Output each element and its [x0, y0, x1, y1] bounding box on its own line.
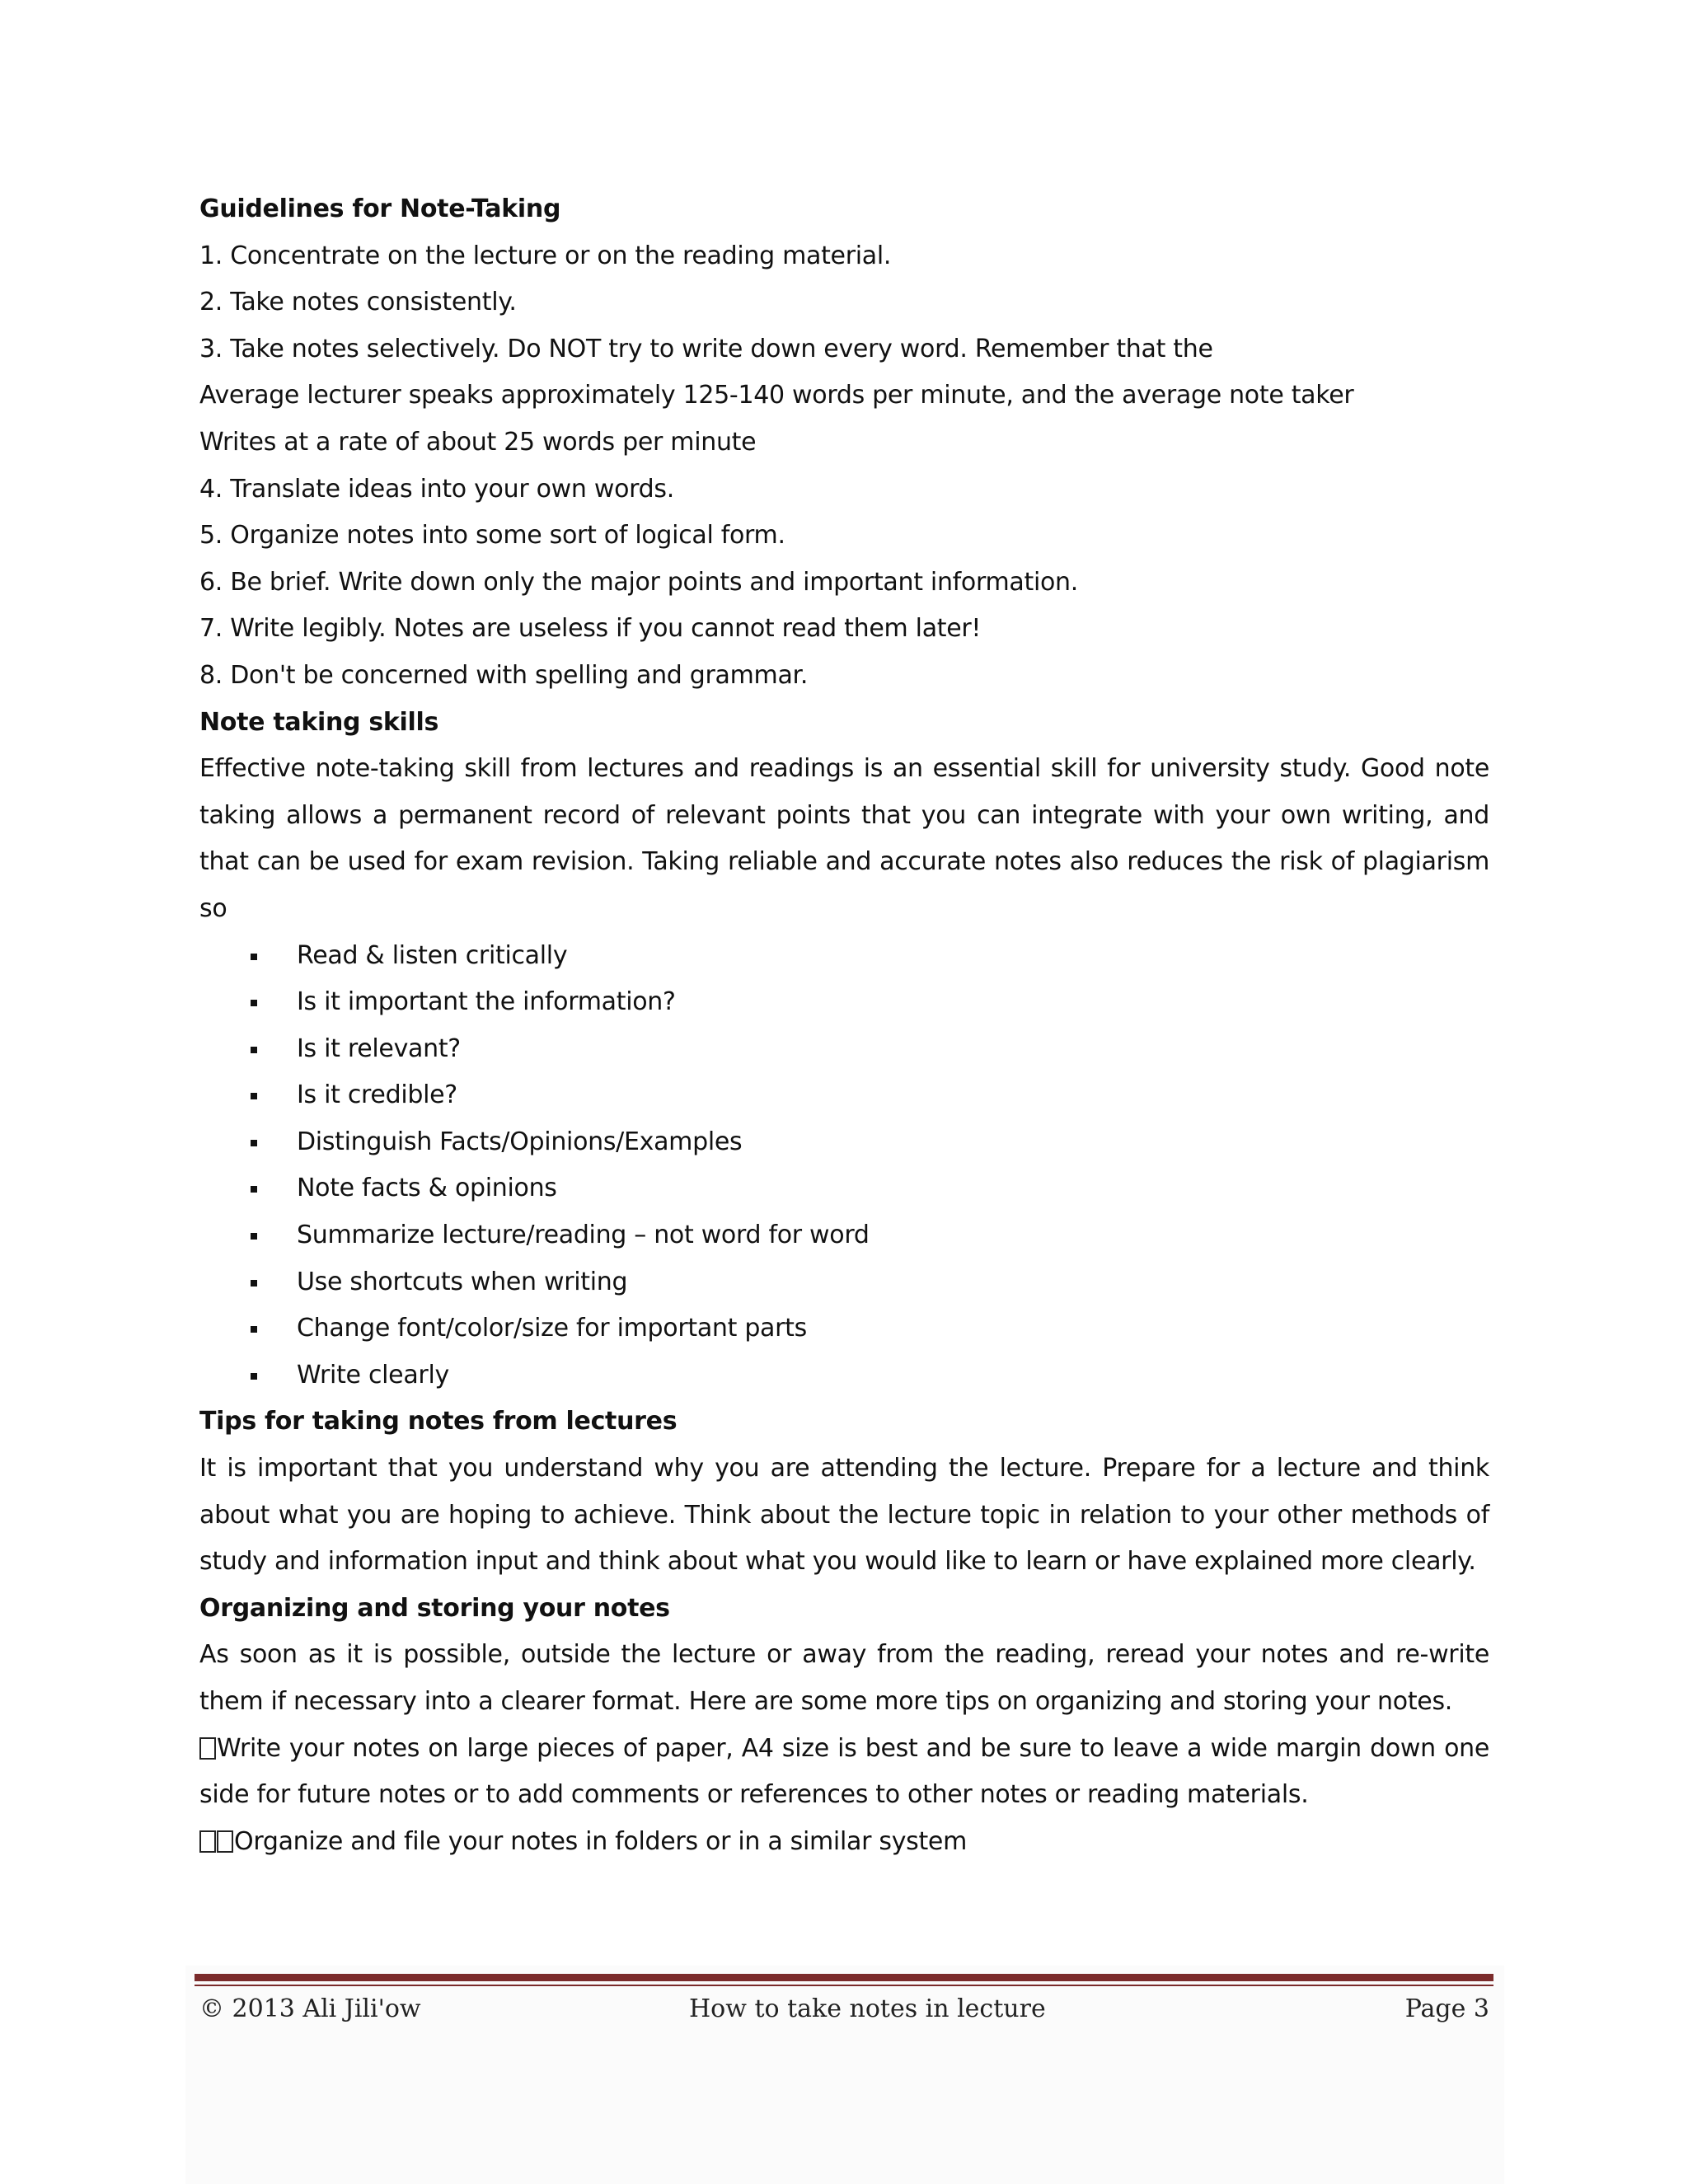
missing-glyph-box-icon [199, 1830, 216, 1853]
bullet-item [199, 1352, 1489, 1399]
bullet-item [199, 1072, 1489, 1119]
guideline-line: 3. Take notes selectively. Do NOT try to write down every word. Remember that the [199, 334, 1213, 363]
bullet-item [199, 1305, 1489, 1352]
section-heading-organizing: Organizing and storing your notes [199, 1593, 670, 1623]
tips-paragraph: It is important that you understand why you are attending the lecture. Prepare for a lecture and think about what you are hoping to achieve. Think about the lecture topic in relation to your other methods of study and information input and think about what you would like to learn or have explained more clearly. [199, 1454, 1489, 1577]
skills-paragraph: Effective note-taking skill from lectures and readings is an essential skill for university study. Good note taking allows a permanent record of relevant points that you can integrate with your own writing, and that can be used for exam revision. Taking reliable and accurate notes also reduces the risk of plagiarism so [199, 754, 1489, 923]
footer-title: How to take notes in lecture [689, 1994, 1046, 2023]
square-bullet-icon [251, 1186, 257, 1193]
bullet-text: Change font/color/size for important parts [297, 1314, 807, 1343]
bullet-text: Write clearly [297, 1360, 449, 1390]
guideline-line: 8. Don't be concerned with spelling and grammar. [199, 660, 809, 690]
guideline-line: Average lecturer speaks approximately 125-140 words per minute, and the average note taker [199, 381, 1354, 410]
guideline-line: 6. Be brief. Write down only the major points and important information. [199, 567, 1078, 597]
bullet-item [199, 933, 1489, 980]
square-bullet-icon [251, 1326, 257, 1333]
section-heading-guidelines: Guidelines for Note-Taking [199, 194, 561, 223]
guideline-line: 5. Organize notes into some sort of logical form. [199, 521, 785, 551]
bullet-text: Read & listen critically [297, 940, 568, 970]
bullet-item [199, 1026, 1489, 1073]
square-bullet-icon [251, 954, 257, 960]
guideline-line: 7. Write legibly. Notes are useless if you cannot read them later! [199, 614, 982, 644]
missing-glyph-box-icon [217, 1830, 233, 1853]
bullet-text: Is it important the information? [297, 987, 676, 1017]
square-bullet-icon [251, 1233, 257, 1240]
footer-page-number: Page 3 [1404, 1994, 1489, 2023]
bullet-text: Note facts & opinions [297, 1174, 557, 1203]
footer-copyright: © 2013 Ali Jili'ow [199, 1994, 421, 2023]
bullet-item [199, 1212, 1489, 1259]
bullet-text: Use shortcuts when writing [297, 1267, 628, 1296]
document-body [199, 186, 1489, 1865]
footer-rule [195, 1974, 1493, 1981]
square-bullet-icon [251, 1093, 257, 1099]
square-bullet-icon [251, 1047, 257, 1053]
square-bullet-icon [251, 1280, 257, 1286]
missing-glyph-box-icon [199, 1737, 216, 1760]
organizing-paragraph: As soon as it is possible, outside the lecture or away from the reading, reread your notes and re-write them if necessary into a clearer format. Here are some more tips on organizing and storing your notes. [199, 1640, 1489, 1716]
organizing-item-2 [199, 1819, 1489, 1866]
guideline-line: Writes at a rate of about 25 words per minute [199, 427, 757, 457]
organizing-item-1 [199, 1726, 1489, 1819]
footer-rule-thin [195, 1985, 1493, 1986]
bullet-text: Summarize lecture/reading – not word for word [297, 1221, 870, 1250]
organizing-item-2-text: Organize and file your notes in folders or in a similar system [234, 1826, 968, 1856]
bullet-item [199, 1165, 1489, 1212]
section-heading-skills: Note taking skills [199, 707, 439, 737]
bullet-item [199, 979, 1489, 1026]
bullet-text: Distinguish Facts/Opinions/Examples [297, 1127, 743, 1156]
bullet-item [199, 1259, 1489, 1306]
skills-bullet-list [199, 933, 1489, 1399]
guideline-line: 4. Translate ideas into your own words. [199, 474, 674, 504]
organizing-item-1-text: Write your notes on large pieces of paper, A4 size is best and be sure to leave a wide margin down one side for future notes or to add comments or references to other notes or reading materials. [199, 1733, 1489, 1810]
guideline-line: 2. Take notes consistently. [199, 288, 517, 317]
square-bullet-icon [251, 1140, 257, 1146]
bullet-text: Is it credible? [297, 1080, 457, 1110]
square-bullet-icon [251, 1373, 257, 1380]
square-bullet-icon [251, 1000, 257, 1006]
section-heading-tips: Tips for taking notes from lectures [199, 1407, 678, 1436]
bullet-item [199, 1119, 1489, 1166]
bullet-text: Is it relevant? [297, 1033, 461, 1063]
guideline-line: 1. Concentrate on the lecture or on the reading material. [199, 241, 892, 270]
